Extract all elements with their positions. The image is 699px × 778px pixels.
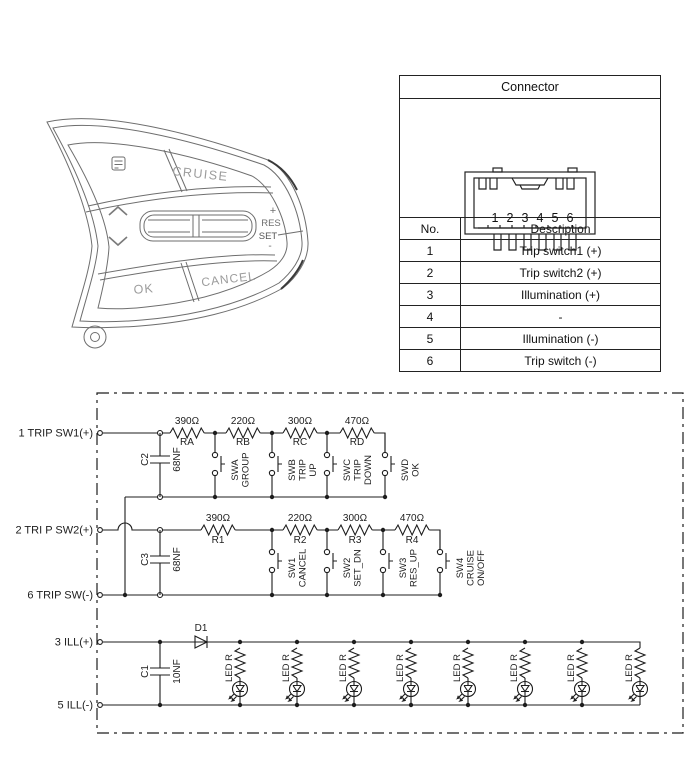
switch-actuator <box>389 553 393 569</box>
switch-label: SWC <box>342 458 353 482</box>
switch-label: OK <box>410 463 422 477</box>
pin-numbers <box>492 211 574 225</box>
resistor-name: R1 <box>211 535 225 546</box>
resistor-symbol <box>395 525 429 535</box>
resistor-value: 470Ω <box>344 416 370 427</box>
switch-label: SWA <box>230 459 241 481</box>
diode-name: D1 <box>194 623 208 634</box>
switch-label: SWB <box>287 459 298 481</box>
cruise-button-label: CRUISE <box>171 164 230 184</box>
ok-button-label: OK <box>133 281 155 297</box>
led-branch-label: LED R <box>281 654 292 682</box>
terminal-label: 1 TRIP SW1(+) <box>18 427 93 440</box>
res-plus-label: + <box>269 205 277 217</box>
led-branch-label: LED R <box>452 654 463 682</box>
capacitor-c2 <box>150 433 170 497</box>
contact-circle <box>98 593 103 598</box>
led-branch-label: LED R <box>395 654 406 682</box>
contact-circle <box>382 470 387 475</box>
terminal-label: 6 TRIP SW(-) <box>27 589 93 602</box>
switch-label: TRIP <box>297 459 309 481</box>
cancel-button-label: CANCEL <box>200 268 257 290</box>
contact-circle <box>98 640 103 645</box>
resistor-name: RD <box>349 437 365 448</box>
switch-label: DOWN <box>363 454 374 486</box>
mode-rocker-switch <box>140 211 256 241</box>
resistor-symbol <box>201 525 235 535</box>
switch-label: SW4 <box>455 557 466 579</box>
set-minus-label: - <box>268 241 272 252</box>
pin-no: 4 <box>400 306 461 328</box>
switch-label: CANCEL <box>297 548 309 588</box>
capacitor-value: 68NF <box>172 547 183 572</box>
pin-description: - <box>461 306 661 328</box>
contact-circle <box>324 549 329 554</box>
pin-no: 5 <box>400 328 461 350</box>
switch-label: SW2 <box>342 557 353 579</box>
capacitor-name: C2 <box>140 453 151 466</box>
switch-actuator <box>333 553 337 569</box>
resistor-value: 300Ω <box>287 416 313 427</box>
updown-chevrons <box>109 207 127 245</box>
junction-dot <box>238 640 242 644</box>
junction-dot <box>523 640 527 644</box>
led-branch-label: LED R <box>338 654 349 682</box>
switch-label: RES_UP <box>408 548 420 588</box>
resistor-symbol <box>577 648 587 678</box>
resistor-name: R4 <box>405 535 419 546</box>
resistor-name: RB <box>236 437 250 448</box>
resistor-value: 470Ω <box>399 513 425 524</box>
switch-label: SET_DN <box>352 549 364 587</box>
contact-circle <box>98 703 103 708</box>
circuit-row1-trip-switch1 <box>103 416 422 500</box>
led-branch-label: LED R <box>509 654 520 682</box>
resistor-symbol <box>283 525 317 535</box>
resistor-value: 390Ω <box>205 513 231 524</box>
capacitor-value: 10NF <box>172 659 183 684</box>
switch-actuator <box>278 456 282 472</box>
contact-circle <box>269 470 274 475</box>
capacitor-c1 <box>150 642 170 705</box>
pin-no: 3 <box>400 284 461 306</box>
switch-actuator <box>333 456 337 472</box>
capacitor-value: 68NF <box>172 447 183 472</box>
junction-dot <box>466 640 470 644</box>
table-row <box>400 284 661 306</box>
led-branch-label: LED R <box>566 654 577 682</box>
pin-number-1: 1 <box>491 211 499 225</box>
capacitor-c3 <box>150 530 170 595</box>
resistor-symbol <box>520 648 530 678</box>
pin-number-6: 6 <box>566 211 574 225</box>
switch-actuator <box>446 553 450 569</box>
contact-circle <box>269 452 274 457</box>
switch-label: SW3 <box>398 557 409 579</box>
contact-circle <box>212 470 217 475</box>
resistor-symbol <box>338 525 372 535</box>
junction-dot <box>352 640 356 644</box>
switch-label: SW1 <box>287 557 298 579</box>
circuit-row2-trip-switch2 <box>103 513 487 598</box>
junction-dot <box>409 640 413 644</box>
led-branch-label: LED R <box>224 654 235 682</box>
contact-circle <box>98 431 103 436</box>
switch-label: SWD <box>400 458 411 482</box>
pin-description: Illumination (+) <box>461 284 661 306</box>
capacitor-name: C3 <box>140 553 151 566</box>
resistor-name: RA <box>180 437 194 448</box>
circuit-terminals <box>15 428 102 712</box>
switch-actuator <box>391 456 395 472</box>
ok-cancel-divider <box>181 262 199 302</box>
connector-pins <box>494 234 576 250</box>
switch-label: ON/OFF <box>476 550 487 586</box>
resistor-symbol <box>463 648 473 678</box>
contact-circle <box>324 470 329 475</box>
resistor-symbol <box>406 648 416 678</box>
resistor-symbol <box>235 648 245 678</box>
pin-description: Trip switch2 (+) <box>461 262 661 284</box>
resistor-value: 220Ω <box>287 513 313 524</box>
capacitor-name: C1 <box>140 665 151 678</box>
contact-circle <box>380 567 385 572</box>
switch-actuator <box>278 553 282 569</box>
resistor-name: R2 <box>293 535 307 546</box>
table-row <box>400 350 661 372</box>
connector-drawing <box>400 158 660 274</box>
contact-circle <box>324 567 329 572</box>
contact-circle <box>437 567 442 572</box>
terminal-label: 5 ILL(-) <box>57 699 93 712</box>
connector-title: Connector <box>400 76 661 99</box>
res-label: RES <box>261 218 281 229</box>
set-label: SET <box>258 231 278 242</box>
resistor-symbol <box>292 648 302 678</box>
led-branch-label: LED R <box>624 654 635 682</box>
switch-label: GROUP <box>240 452 252 488</box>
terminal-label: 3 ILL(+) <box>54 636 93 649</box>
junction-dot <box>158 703 162 707</box>
pin-number-5: 5 <box>551 211 559 225</box>
pin-number-2: 2 <box>506 211 514 225</box>
contact-circle <box>437 549 442 554</box>
chevron-down-icon <box>109 237 127 245</box>
pin-description: Trip switch (-) <box>461 350 661 372</box>
junction-dot <box>580 640 584 644</box>
circuit-diagram <box>0 385 699 778</box>
col-header-no: No. <box>400 218 461 240</box>
pin-no: 1 <box>400 240 461 262</box>
pin-description: Illumination (-) <box>461 328 661 350</box>
circuit-tie-line <box>123 497 127 597</box>
resistor-value: 300Ω <box>342 513 368 524</box>
resistor-symbol <box>349 648 359 678</box>
contact-circle <box>269 567 274 572</box>
connector-drawing-cell <box>400 99 661 225</box>
pin-number-3: 3 <box>521 211 529 225</box>
contact-circle <box>324 452 329 457</box>
connector-pin-table <box>399 75 661 372</box>
steering-remote-illustration <box>40 100 325 362</box>
circuit-row3-illumination <box>103 623 648 707</box>
terminal-label: 2 TRI P SW2(+) <box>15 524 93 537</box>
switch-actuator <box>221 456 225 472</box>
pin-number-4: 4 <box>536 211 544 225</box>
pin-description: Trip switch1 (+) <box>461 240 661 262</box>
table-row <box>400 306 661 328</box>
resistor-name: RC <box>292 437 308 448</box>
junction-dot <box>295 640 299 644</box>
pin-no: 6 <box>400 350 461 372</box>
junction-dot <box>158 640 162 644</box>
table-row <box>400 328 661 350</box>
resistor-value: 220Ω <box>230 416 256 427</box>
contact-circle <box>382 452 387 457</box>
pin-no: 2 <box>400 262 461 284</box>
trip-computer-icon <box>112 157 125 170</box>
chevron-up-icon <box>109 207 127 215</box>
resistor-symbol <box>635 648 645 678</box>
contact-circle <box>212 452 217 457</box>
col-header-description: Description <box>461 218 661 240</box>
switch-label: UP <box>308 463 319 477</box>
switch-label: TRIP <box>352 459 364 481</box>
contact-circle <box>98 528 103 533</box>
resistor-value: 390Ω <box>174 416 200 427</box>
switch-label: CRUISE <box>465 550 477 586</box>
resistor-name: R3 <box>348 535 362 546</box>
contact-circle <box>380 549 385 554</box>
mounting-boss <box>84 326 106 348</box>
contact-circle <box>269 549 274 554</box>
